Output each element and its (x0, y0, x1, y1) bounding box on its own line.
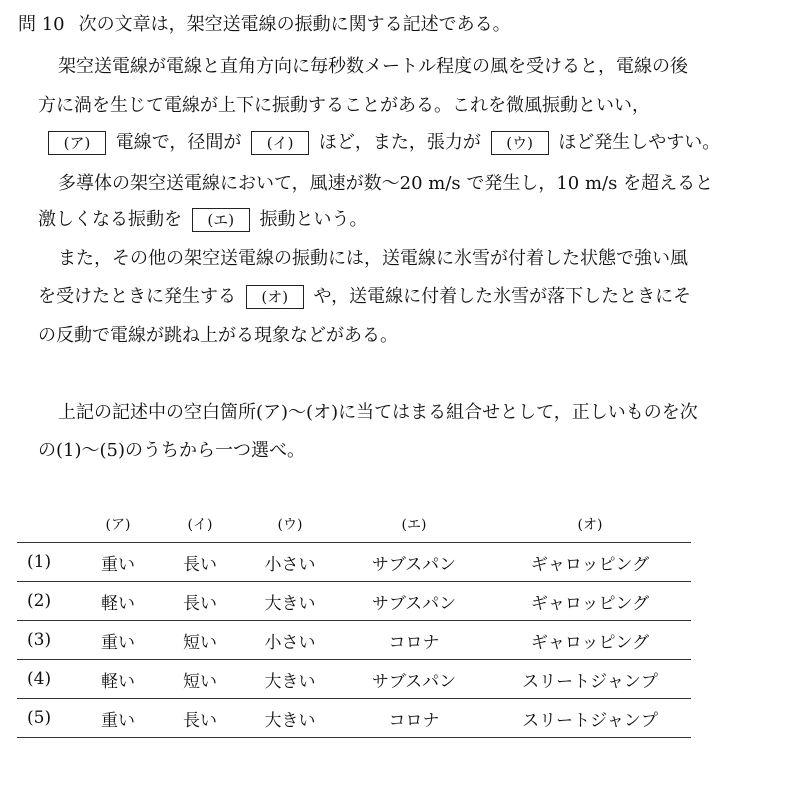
blank-e: (エ) (192, 208, 250, 232)
cell-u: 小さい (241, 621, 339, 660)
para3-line2-text-b: や，送電線に付着した氷雪が落下したときにそ (313, 286, 692, 307)
cell-a: 重い (77, 543, 159, 582)
cell-i: 長い (159, 582, 241, 621)
cell-o: ギャロッピング (489, 582, 691, 621)
row-number: (3) (17, 621, 77, 660)
cell-e: サブスパン (339, 543, 489, 582)
para2-line2-text-b: 振動という。 (259, 209, 368, 230)
blank-o: (オ) (246, 285, 304, 309)
row-number: (1) (17, 543, 77, 582)
cell-o: ギャロッピング (489, 621, 691, 660)
cell-o: スリートジャンプ (489, 699, 691, 738)
para3-line1: また，その他の架空送電線の振動には，送電線に氷雪が付着した状態で強い風 (58, 248, 688, 269)
cell-u: 小さい (241, 543, 339, 582)
answer-row-1[interactable] (17, 543, 691, 582)
cell-i: 短い (159, 660, 241, 699)
cell-a: 軽い (77, 582, 159, 621)
cell-i: 長い (159, 699, 241, 738)
blank-a: (ア) (48, 131, 106, 155)
header-cell-i: (イ) (159, 506, 241, 543)
question-number: 問 10 (18, 14, 65, 35)
row-number: (4) (17, 660, 77, 699)
cell-a: 重い (77, 699, 159, 738)
header-cell-o: (オ) (489, 506, 691, 543)
blank-u: (ウ) (491, 131, 549, 155)
cell-o: ギャロッピング (489, 543, 691, 582)
answer-row-3[interactable] (17, 621, 691, 660)
cell-i: 短い (159, 621, 241, 660)
para2-line2-text-a: 激しくなる振動を (38, 209, 182, 230)
cell-i: 長い (159, 543, 241, 582)
para1-line1: 架空送電線が電線と直角方向に毎秒数メートル程度の風を受けると，電線の後 (58, 56, 688, 77)
cell-e: サブスパン (339, 582, 489, 621)
para3-line2 (38, 284, 798, 310)
prompt-line2: の(1)〜(5)のうちから一つ選べ。 (38, 440, 305, 461)
prompt-line1: 上記の記述中の空白箇所(ア)〜(オ)に当てはまる組合せとして，正しいものを次 (58, 402, 698, 423)
cell-e: コロナ (339, 699, 489, 738)
row-number: (5) (17, 699, 77, 738)
blank-i: (イ) (251, 131, 309, 155)
para1-line2: 方に渦を生じて電線が上下に振動することがある。これを微風振動といい， (38, 95, 650, 116)
header-cell-a: (ア) (77, 506, 159, 543)
header-cell-u: (ウ) (241, 506, 339, 543)
para1-line3-text-b: ほど，また，張力が (318, 132, 481, 153)
para3-line2-text-a: を受けたときに発生する (38, 286, 236, 307)
cell-u: 大きい (241, 699, 339, 738)
cell-e: サブスパン (339, 660, 489, 699)
cell-e: コロナ (339, 621, 489, 660)
answer-row-5[interactable] (17, 699, 691, 738)
para2-line2 (38, 207, 798, 233)
cell-u: 大きい (241, 582, 339, 621)
header-cell-e: (エ) (339, 506, 489, 543)
answer-table-header (17, 506, 691, 543)
cell-u: 大きい (241, 660, 339, 699)
para1-line3-text-a: 電線で，径間が (115, 132, 242, 153)
cell-a: 重い (77, 621, 159, 660)
para3-line3: の反動で電線が跳ね上がる現象などがある。 (38, 325, 398, 346)
answer-row-4[interactable] (17, 660, 691, 699)
answer-table (17, 506, 691, 738)
header-cell-number (17, 506, 77, 543)
row-number: (2) (17, 582, 77, 621)
para2-line1: 多導体の架空送電線において，風速が数〜20 m/s で発生し，10 m/s を超えると (58, 173, 714, 194)
answer-row-2[interactable] (17, 582, 691, 621)
para1-line3-text-c: ほど発生しやすい。 (558, 132, 721, 153)
cell-a: 軽い (77, 660, 159, 699)
question-title-text: 次の文章は，架空送電線の振動に関する記述である。 (78, 14, 511, 35)
para1-line3 (44, 130, 798, 156)
question-title (18, 12, 798, 38)
cell-o: スリートジャンプ (489, 660, 691, 699)
